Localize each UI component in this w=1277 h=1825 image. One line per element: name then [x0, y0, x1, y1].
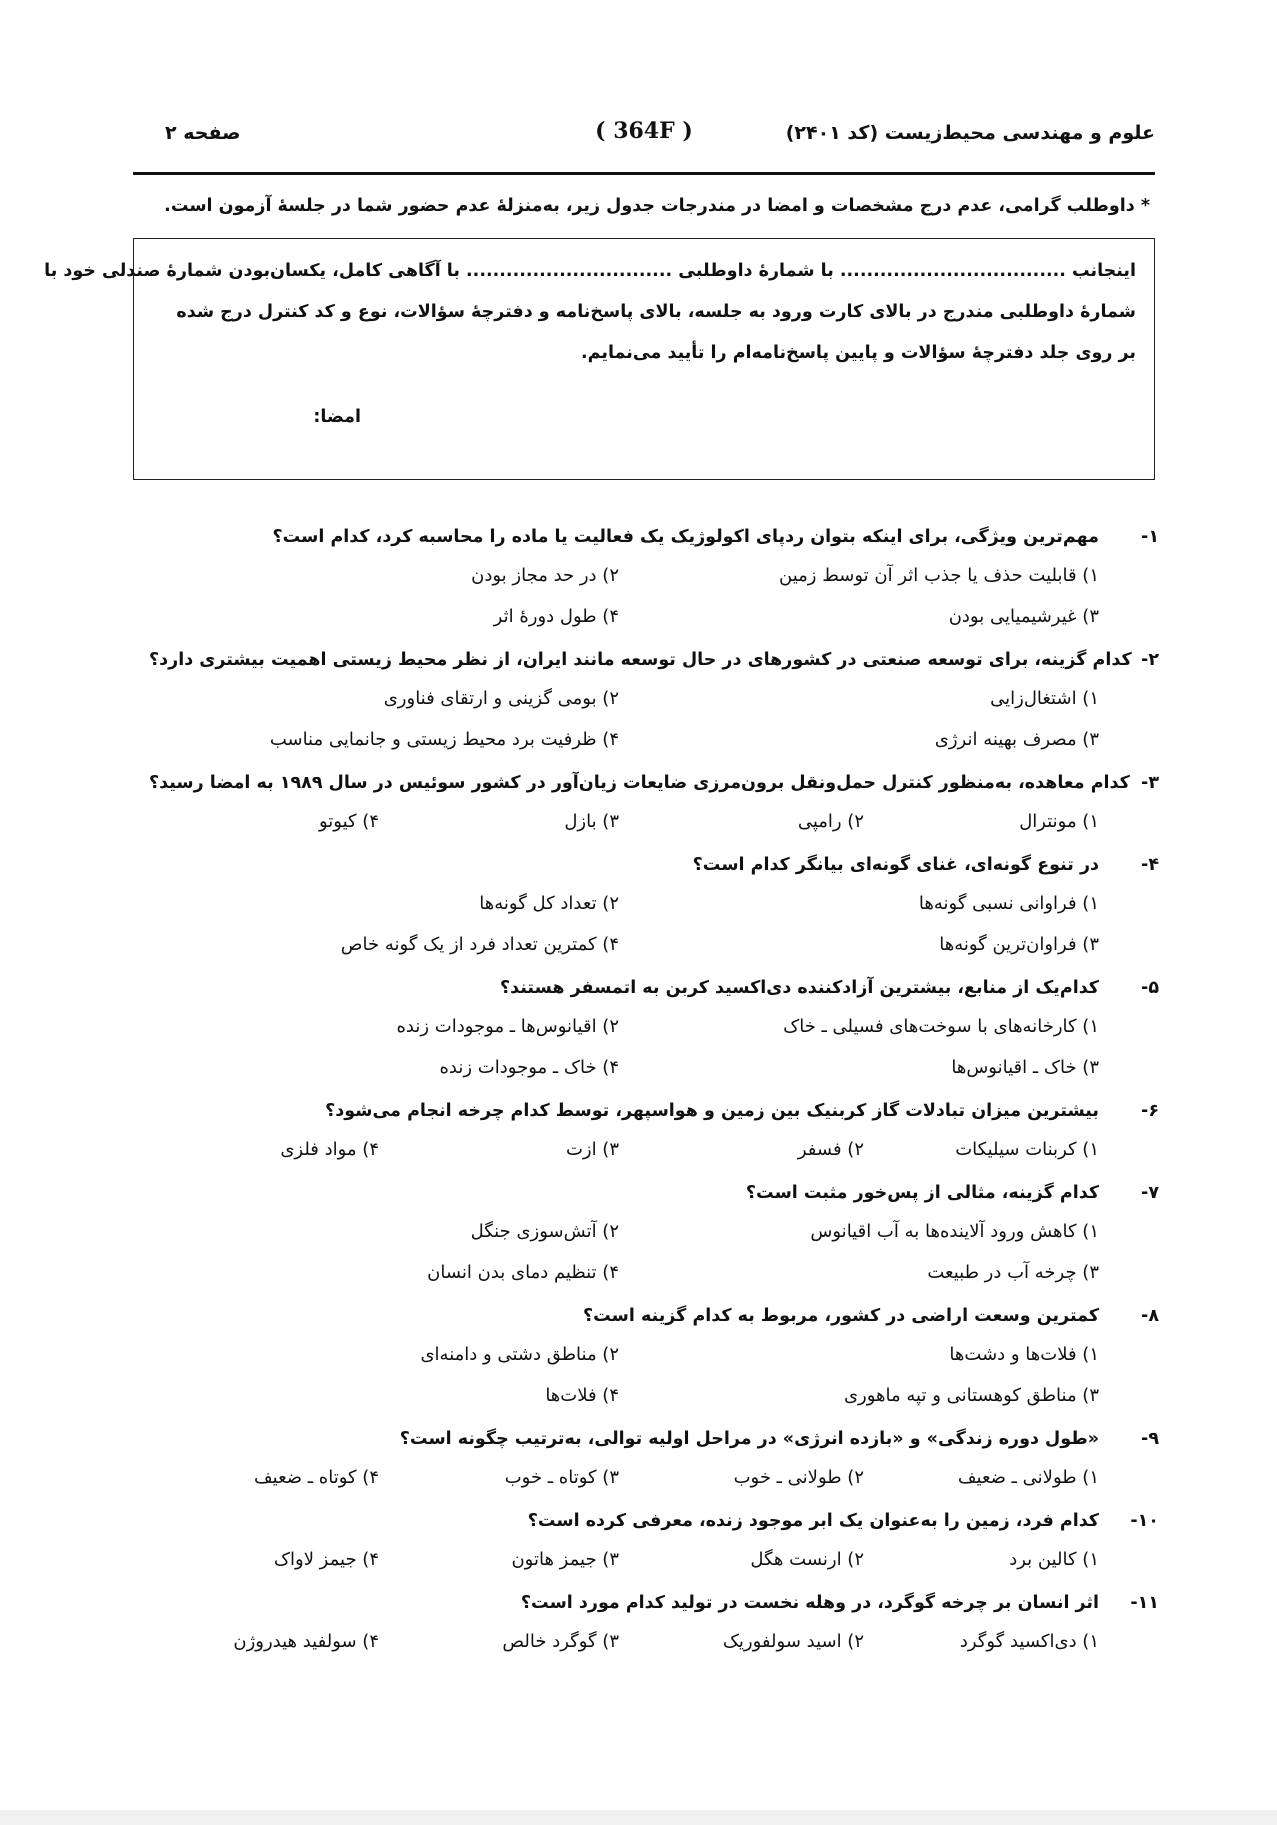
- question-stem: [149, 1172, 1159, 1213]
- question-3: [149, 762, 1159, 844]
- question-number: ۲-: [1141, 649, 1159, 670]
- question-number: ۱-: [1141, 526, 1159, 547]
- answer-option-3: ۳) خاک ـ اقیانوس‌ها: [951, 1057, 1099, 1078]
- options-row: [149, 1131, 1159, 1172]
- answer-option-4: ۴) طول دورهٔ اثر: [493, 606, 619, 627]
- question-number: ۱۱-: [1130, 1592, 1159, 1613]
- page-header: [133, 118, 1155, 158]
- answer-option-3: ۳) فراوان‌ترین گونه‌ها: [939, 934, 1099, 955]
- question-text: اثر انسان بر چرخه گوگرد، در وهله نخست در تولید کدام مورد است؟: [520, 1592, 1099, 1613]
- pledge-line-2: شمارهٔ داوطلبی مندرج در بالای کارت ورود به جلسه، بالای پاسخ‌نامه و دفترچهٔ سؤالات، نوع و کد کنترل درج شده: [176, 302, 1136, 322]
- answer-option-3: ۳) مصرف بهینه انرژی: [934, 729, 1099, 750]
- answer-option-3: ۳) جیمز هاتون: [511, 1549, 619, 1570]
- answer-option-4: ۴) کیوتو: [318, 811, 379, 832]
- options-row: [149, 1213, 1159, 1254]
- question-number: ۶-: [1141, 1100, 1159, 1121]
- answer-option-1: ۱) دی‌اکسید گوگرد: [959, 1631, 1099, 1652]
- answer-option-4: ۴) جیمز لاواک: [273, 1549, 379, 1570]
- options-row: [149, 557, 1159, 598]
- options-row: [149, 680, 1159, 721]
- pledge-line-1: اینجانب .................................. با شمارهٔ داوطلبی ............................... با آگاهی کامل، یکسان‌بودن شمارهٔ صندلی خود با: [44, 261, 1136, 281]
- question-7: [149, 1172, 1159, 1295]
- answer-option-3: ۳) غیرشیمیایی بودن: [948, 606, 1099, 627]
- answer-option-3: ۳) گوگرد خالص: [502, 1631, 619, 1652]
- question-2: [149, 639, 1159, 762]
- answer-option-1: ۱) طولانی ـ ضعیف: [957, 1467, 1099, 1488]
- question-text: مهم‌ترین ویژگی، برای اینکه بتوان ردپای اکولوژیک یک فعالیت یا ماده را محاسبه کرد، کدام است؟: [272, 526, 1099, 547]
- signature-label: امضا:: [313, 407, 361, 427]
- question-stem: [149, 967, 1159, 1008]
- answer-option-2: ۲) فسفر: [797, 1139, 864, 1160]
- answer-option-2: ۲) مناطق دشتی و دامنه‌ای: [420, 1344, 619, 1365]
- page-bottom-edge: [0, 1810, 1277, 1825]
- answer-option-1: ۱) فراوانی نسبی گونه‌ها: [918, 893, 1099, 914]
- answer-option-1: ۱) مونترال: [1019, 811, 1099, 832]
- answer-option-2: ۲) تعداد کل گونه‌ها: [479, 893, 619, 914]
- options-row: [149, 1623, 1159, 1664]
- options-row: [149, 1377, 1159, 1418]
- options-row: [149, 1049, 1159, 1090]
- question-6: [149, 1090, 1159, 1172]
- answer-option-4: ۴) مواد فلزی: [280, 1139, 379, 1160]
- question-stem: [149, 762, 1159, 803]
- answer-option-3: ۳) بازل: [564, 811, 619, 832]
- options-row: [149, 721, 1159, 762]
- answer-option-2: ۲) در حد مجاز بودن: [471, 565, 619, 586]
- question-9: [149, 1418, 1159, 1500]
- question-list: [149, 516, 1159, 1664]
- question-8: [149, 1295, 1159, 1418]
- answer-option-3: ۳) مناطق کوهستانی و تپه ماهوری: [843, 1385, 1099, 1406]
- answer-option-2: ۲) بومی گزینی و ارتقای فناوری: [383, 688, 619, 709]
- header-divider: [133, 172, 1155, 175]
- question-1: [149, 516, 1159, 639]
- question-5: [149, 967, 1159, 1090]
- question-stem: [149, 1418, 1159, 1459]
- options-row: [149, 1254, 1159, 1295]
- question-stem: [149, 1582, 1159, 1623]
- answer-option-3: ۳) کوتاه ـ خوب: [504, 1467, 619, 1488]
- answer-option-4: ۴) سولفید هیدروژن: [233, 1631, 379, 1652]
- answer-option-2: ۲) اقیانوس‌ها ـ موجودات زنده: [396, 1016, 619, 1037]
- question-4: [149, 844, 1159, 967]
- question-number: ۷-: [1141, 1182, 1159, 1203]
- answer-option-1: ۱) کربنات سیلیکات: [955, 1139, 1099, 1160]
- course-title: علوم و مهندسی محیط‌زیست (کد ۲۴۰۱): [785, 122, 1155, 144]
- answer-option-4: ۴) ظرفیت برد محیط زیستی و جانمایی مناسب: [269, 729, 619, 750]
- answer-option-2: ۲) رامپی: [797, 811, 864, 832]
- answer-option-3: ۳) چرخه آب در طبیعت: [927, 1262, 1099, 1283]
- answer-option-2: ۲) اسید سولفوریک: [722, 1631, 864, 1652]
- answer-option-1: ۱) کارخانه‌های با سوخت‌های فسیلی ـ خاک: [783, 1016, 1099, 1037]
- question-number: ۵-: [1141, 977, 1159, 998]
- question-number: ۴-: [1141, 854, 1159, 875]
- answer-option-1: ۱) قابلیت حذف یا جذب اثر آن توسط زمین: [779, 565, 1099, 586]
- options-row: [149, 1459, 1159, 1500]
- options-row: [149, 1336, 1159, 1377]
- question-number: ۹-: [1141, 1428, 1159, 1449]
- question-text: کمترین وسعت اراضی در کشور، مربوط به کدام گزینه است؟: [582, 1305, 1099, 1326]
- question-stem: [149, 639, 1159, 680]
- question-text: کدام گزینه، مثالی از پس‌خور مثبت است؟: [745, 1182, 1099, 1203]
- options-row: [149, 1008, 1159, 1049]
- exam-code: ( 364F ): [595, 118, 693, 144]
- pledge-box: [44, 238, 1155, 480]
- answer-option-4: ۴) کمترین تعداد فرد از یک گونه خاص: [340, 934, 619, 955]
- answer-option-2: ۲) ارنست هگل: [750, 1549, 864, 1570]
- question-stem: [149, 1295, 1159, 1336]
- answer-option-2: ۲) آتش‌سوزی جنگل: [470, 1221, 619, 1242]
- question-text: «طول دوره زندگی» و «بازده انرژی» در مراحل اولیه توالی، به‌ترتیب چگونه است؟: [399, 1428, 1099, 1449]
- answer-option-4: ۴) تنظیم دمای بدن انسان: [427, 1262, 619, 1283]
- answer-option-1: ۱) اشتغال‌زایی: [990, 688, 1099, 709]
- answer-option-4: ۴) فلات‌ها: [545, 1385, 619, 1406]
- answer-option-4: ۴) کوتاه ـ ضعیف: [254, 1467, 379, 1488]
- question-text: کدام‌یک از منابع، بیشترین آزادکننده دی‌اکسید کربن به اتمسفر هستند؟: [500, 977, 1099, 998]
- question-text: بیشترین میزان تبادلات گاز کربنیک بین زمین و هواسپهر، توسط کدام چرخه انجام می‌شود؟: [325, 1100, 1099, 1121]
- options-row: [149, 803, 1159, 844]
- question-text: کدام معاهده، به‌منظور کنترل حمل‌ونقل برون‌مرزی ضایعات زیان‌آور در کشور سوئیس در سال ۱۹۸۹ به امضا رسید؟: [149, 772, 1130, 793]
- question-11: [149, 1582, 1159, 1664]
- pledge-text: [44, 251, 1136, 374]
- answer-option-3: ۳) ازت: [565, 1139, 619, 1160]
- answer-option-4: ۴) خاک ـ موجودات زنده: [439, 1057, 619, 1078]
- answer-option-2: ۲) طولانی ـ خوب: [733, 1467, 864, 1488]
- page-number: صفحه ۲: [165, 122, 241, 144]
- question-number: ۳-: [1141, 772, 1159, 793]
- options-row: [149, 885, 1159, 926]
- answer-option-1: ۱) کاهش ورود آلاینده‌ها به آب اقیانوس: [810, 1221, 1099, 1242]
- question-number: ۱۰-: [1130, 1510, 1159, 1531]
- answer-option-1: ۱) فلات‌ها و دشت‌ها: [949, 1344, 1099, 1365]
- question-stem: [149, 844, 1159, 885]
- options-row: [149, 598, 1159, 639]
- question-number: ۸-: [1141, 1305, 1159, 1326]
- question-text: کدام گزینه، برای توسعه صنعتی در کشورهای در حال توسعه مانند ایران، از نظر محیط زیستی اهمیت بیشتری دارد؟: [149, 649, 1132, 670]
- options-row: [149, 926, 1159, 967]
- options-row: [149, 1541, 1159, 1582]
- question-text: در تنوع گونه‌ای، غنای گونه‌ای بیانگر کدام است؟: [692, 854, 1099, 875]
- question-stem: [149, 1090, 1159, 1131]
- question-10: [149, 1500, 1159, 1582]
- answer-option-1: ۱) کالین برد: [1009, 1549, 1099, 1570]
- question-text: کدام فرد، زمین را به‌عنوان یک ابر موجود زنده، معرفی کرده است؟: [527, 1510, 1099, 1531]
- question-stem: [149, 1500, 1159, 1541]
- pledge-line-3: بر روی جلد دفترچهٔ سؤالات و پایین پاسخ‌نامه‌ام را تأیید می‌نمایم.: [581, 343, 1136, 363]
- question-stem: [149, 516, 1159, 557]
- candidate-notice: * داوطلب گرامی، عدم درج مشخصات و امضا در مندرجات جدول زیر، به‌منزلهٔ عدم حضور شما در جلسهٔ آزمون است.: [164, 196, 1150, 216]
